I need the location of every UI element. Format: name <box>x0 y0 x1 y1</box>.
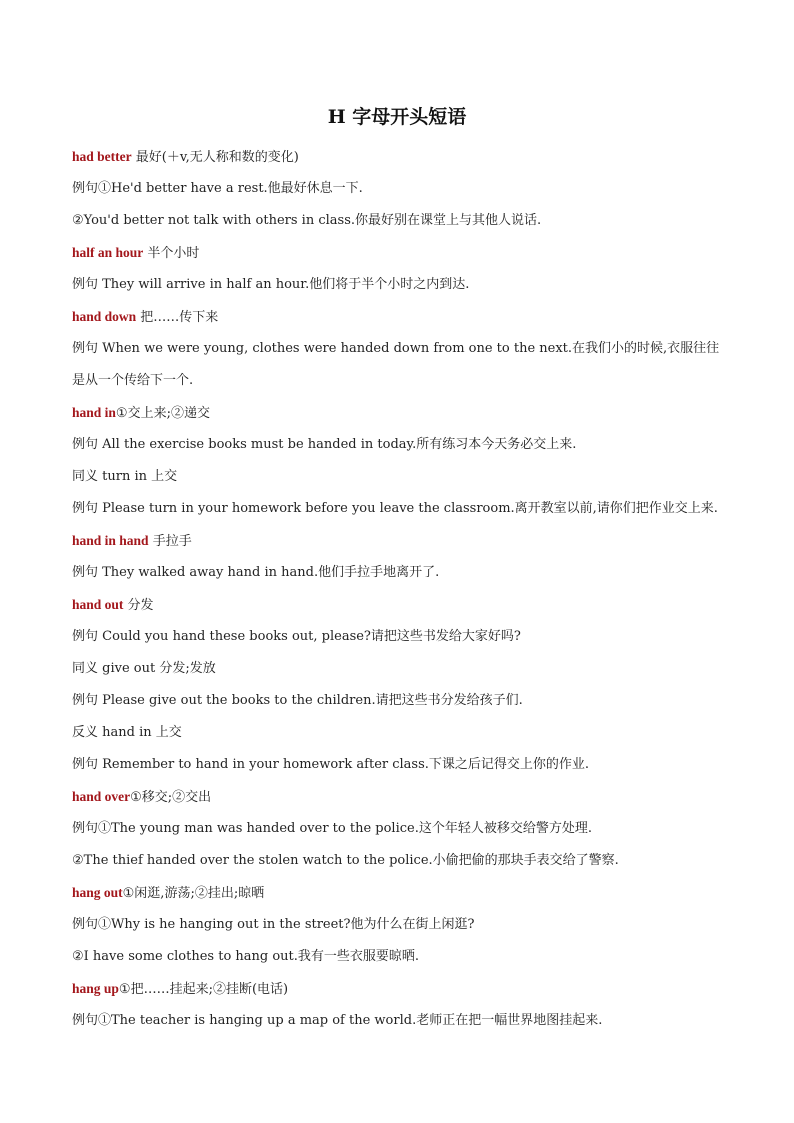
phrase-meaning: 把……传下来 <box>136 310 219 325</box>
phrase-entry <box>72 525 732 557</box>
example-line <box>72 493 732 525</box>
example-text: ②I have some clothes to hang out.我有一些衣服要晾晒. <box>72 949 420 964</box>
phrase-entry <box>72 237 732 269</box>
example-text: 例句①He'd better have a rest.他最好休息一下. <box>72 181 363 196</box>
example-text: ②The thief handed over the stolen watch to the police.小偷把偷的那块手表交给了警察. <box>72 853 619 868</box>
phrase-entry <box>72 589 732 621</box>
example-line <box>72 557 732 589</box>
example-line <box>72 685 732 717</box>
example-text: ②You'd better not talk with others in class.你最好别在课堂上与其他人说话. <box>72 213 542 228</box>
phrase-meaning: 半个小时 <box>143 246 200 261</box>
example-line <box>72 621 732 653</box>
example-line <box>72 653 732 685</box>
phrase-term: hand down <box>72 309 137 324</box>
example-line <box>72 1005 732 1037</box>
phrase-meaning: 手拉手 <box>148 534 192 549</box>
phrase-list <box>72 141 732 1037</box>
phrase-meaning: ①把……挂起来;②挂断(电话) <box>118 982 289 997</box>
example-text: 例句 They walked away hand in hand.他们手拉手地离开了. <box>72 565 440 580</box>
example-line <box>72 173 732 205</box>
phrase-entry <box>72 973 732 1005</box>
phrase-term: hand in hand <box>72 533 149 548</box>
phrase-meaning: ①交上来;②递交 <box>115 406 210 421</box>
example-text: 同义 give out 分发;发放 <box>72 661 216 676</box>
example-text: 例句 They will arrive in half an hour.他们将于半个小时之内到达. <box>72 277 470 292</box>
example-line <box>72 845 732 877</box>
phrase-entry <box>72 141 732 173</box>
phrase-term: hand out <box>72 597 124 612</box>
phrase-term: half an hour <box>72 245 144 260</box>
example-line <box>72 205 732 237</box>
phrase-entry <box>72 877 732 909</box>
phrase-term: hang out <box>72 885 123 900</box>
example-text: 例句①The teacher is hanging up a map of the world.老师正在把一幅世界地图挂起来. <box>72 1013 603 1028</box>
phrase-meaning: ①闲逛,游荡;②挂出;晾晒 <box>122 886 265 901</box>
example-line <box>72 269 732 301</box>
example-line <box>72 333 732 397</box>
example-line <box>72 749 732 781</box>
example-line <box>72 813 732 845</box>
example-text: 例句 All the exercise books must be handed in today.所有练习本今天务必交上来. <box>72 437 577 452</box>
example-text: 例句①The young man was handed over to the police.这个年轻人被移交给警方处理. <box>72 821 592 836</box>
example-text: 例句 When we were young, clothes were handed down from one to the next.在我们小的时候,衣服往往是从一个传给下一个. <box>72 341 720 388</box>
example-line <box>72 429 732 461</box>
example-text: 同义 turn in 上交 <box>72 469 178 484</box>
example-line <box>72 909 732 941</box>
phrase-term: hand in <box>72 405 116 420</box>
example-text: 例句①Why is he hanging out in the street?他为什么在街上闲逛? <box>72 917 475 932</box>
example-line <box>72 717 732 749</box>
example-line <box>72 461 732 493</box>
phrase-entry <box>72 397 732 429</box>
example-text: 例句 Remember to hand in your homework after class.下课之后记得交上你的作业. <box>72 757 590 772</box>
page-title: H 字母开头短语 <box>327 106 467 128</box>
phrase-meaning: ①移交;②交出 <box>130 790 212 805</box>
phrase-meaning: 最好(＋v,无人称和数的变化) <box>131 150 299 165</box>
phrase-entry <box>72 781 732 813</box>
phrase-term: had better <box>72 149 132 164</box>
phrase-term: hang up <box>72 981 119 996</box>
phrase-meaning: 分发 <box>123 598 154 613</box>
example-text: 例句 Could you hand these books out, please?请把这些书发给大家好吗? <box>72 629 521 644</box>
example-text: 例句 Please give out the books to the children.请把这些书分发给孩子们. <box>72 693 523 708</box>
phrase-entry <box>72 301 732 333</box>
example-line <box>72 941 732 973</box>
phrase-term: hand over <box>72 789 131 804</box>
example-text: 反义 hand in 上交 <box>72 725 182 740</box>
example-text: 例句 Please turn in your homework before you leave the classroom.离开教室以前,请你们把作业交上来. <box>72 501 718 516</box>
